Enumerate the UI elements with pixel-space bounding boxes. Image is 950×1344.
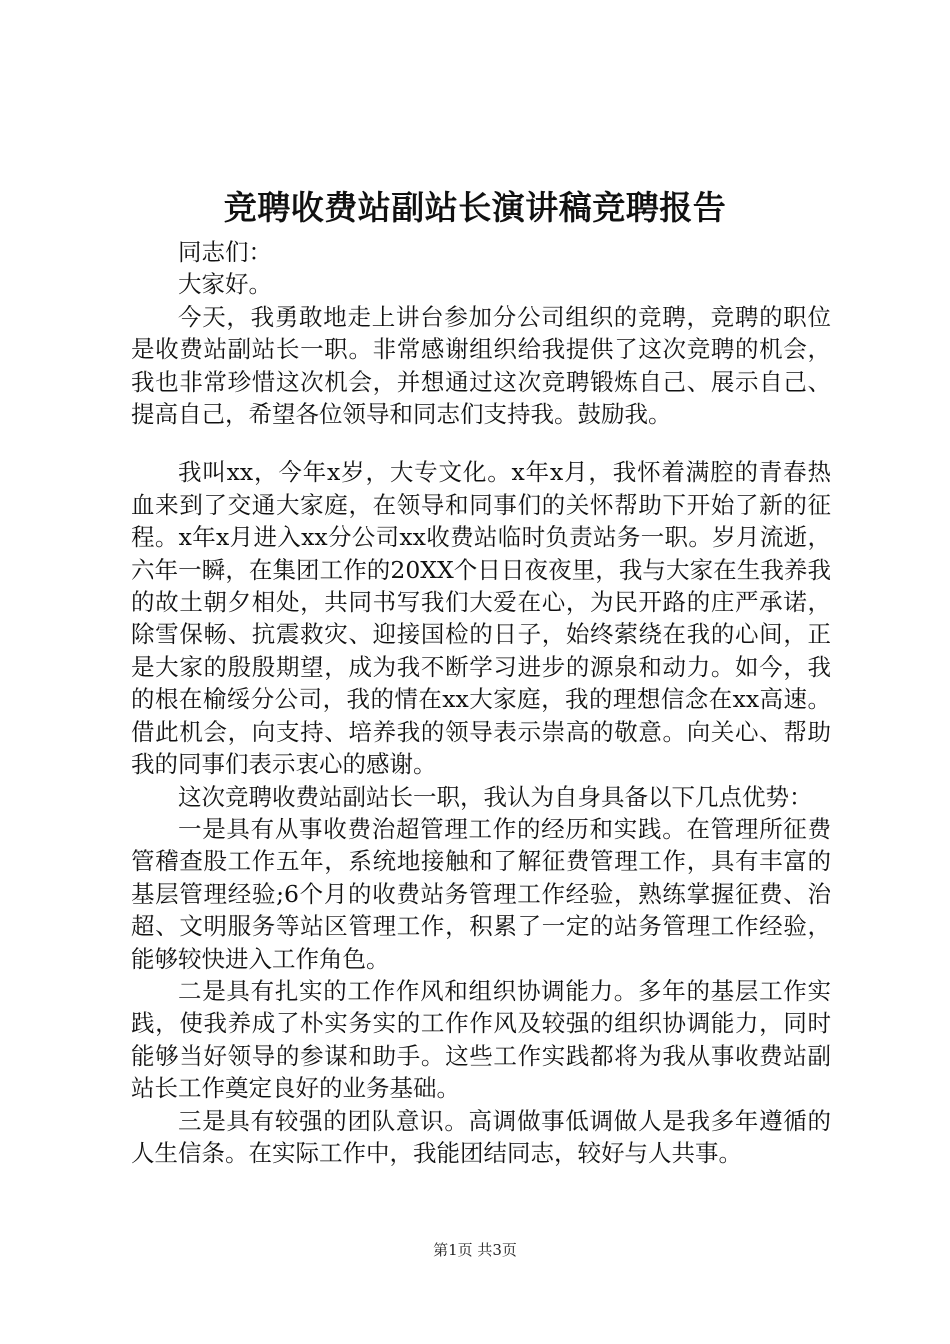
paragraph-advantage-three: 三是具有较强的团队意识。高调做事低调做人是我多年遵循的人生信条。在实际工作中，我能团结同志，较好与人共事。 [131,1106,831,1167]
paragraph-advantages-lead: 这次竞聘收费站副站长一职，我认为自身具备以下几点优势： [178,782,813,811]
paragraph-advantage-one: 一是具有从事收费治超管理工作的经历和实践。在管理所征费管稽查股工作五年，系统地接触和了解征费管理工作，具有丰富的基层管理经验;6个月的收费站务管理工作经验，熟练掌握征费、治超、文明服务等站区管理工作，积累了一定的站务管理工作经验，能够较快进入工作角色。 [131,814,831,973]
document-title: 竞聘收费站副站长演讲稿竞聘报告 [223,188,727,227]
paragraph-advantage-two: 二是具有扎实的工作作风和组织协调能力。多年的基层工作实践，使我养成了朴实务实的工作作风及较强的组织协调能力，同时能够当好领导的参谋和助手。这些工作实践都将为我从事收费站副站长工作奠定良好的业务基础。 [131,976,831,1103]
salutation: 同志们： [178,238,272,266]
paragraph-self-introduction: 我叫xx，今年x岁，大专文化。x年x月，我怀着满腔的青春热血来到了交通大家庭，在领导和同事们的关怀帮助下开始了新的征程。x年x月进入xx分公司xx收费站临时负责站务一职。岁月流逝，六年一瞬，在集团工作的20XX个日日夜夜里，我与大家在生我养我的故土朝夕相处，共同书写我们大爱在心，为民开路的庄严承诺，除雪保畅、抗震救灾、迎接国检的日子，始终萦绕在我的心间，正是大家的殷殷期望，成为我不断学习进步的源泉和动力。如今，我的根在榆绥分公司，我的情在xx大家庭，我的理想信念在xx高速。借此机会，向支持、培养我的领导表示崇高的敬意。向关心、帮助我的同事们表示衷心的感谢。 [131,458,831,779]
paragraph-intro: 今天，我勇敢地走上讲台参加分公司组织的竞聘，竞聘的职位是收费站副站长一职。非常感谢组织给我提供了这次竞聘的机会，我也非常珍惜这次机会，并想通过这次竞聘锻炼自己、展示自己、提高自己，希望各位领导和同志们支持我。鼓励我。 [131,302,831,429]
page-footer: 第1页 共3页 [433,1241,517,1259]
greeting: 大家好。 [178,270,272,299]
document-body [131,236,831,1169]
